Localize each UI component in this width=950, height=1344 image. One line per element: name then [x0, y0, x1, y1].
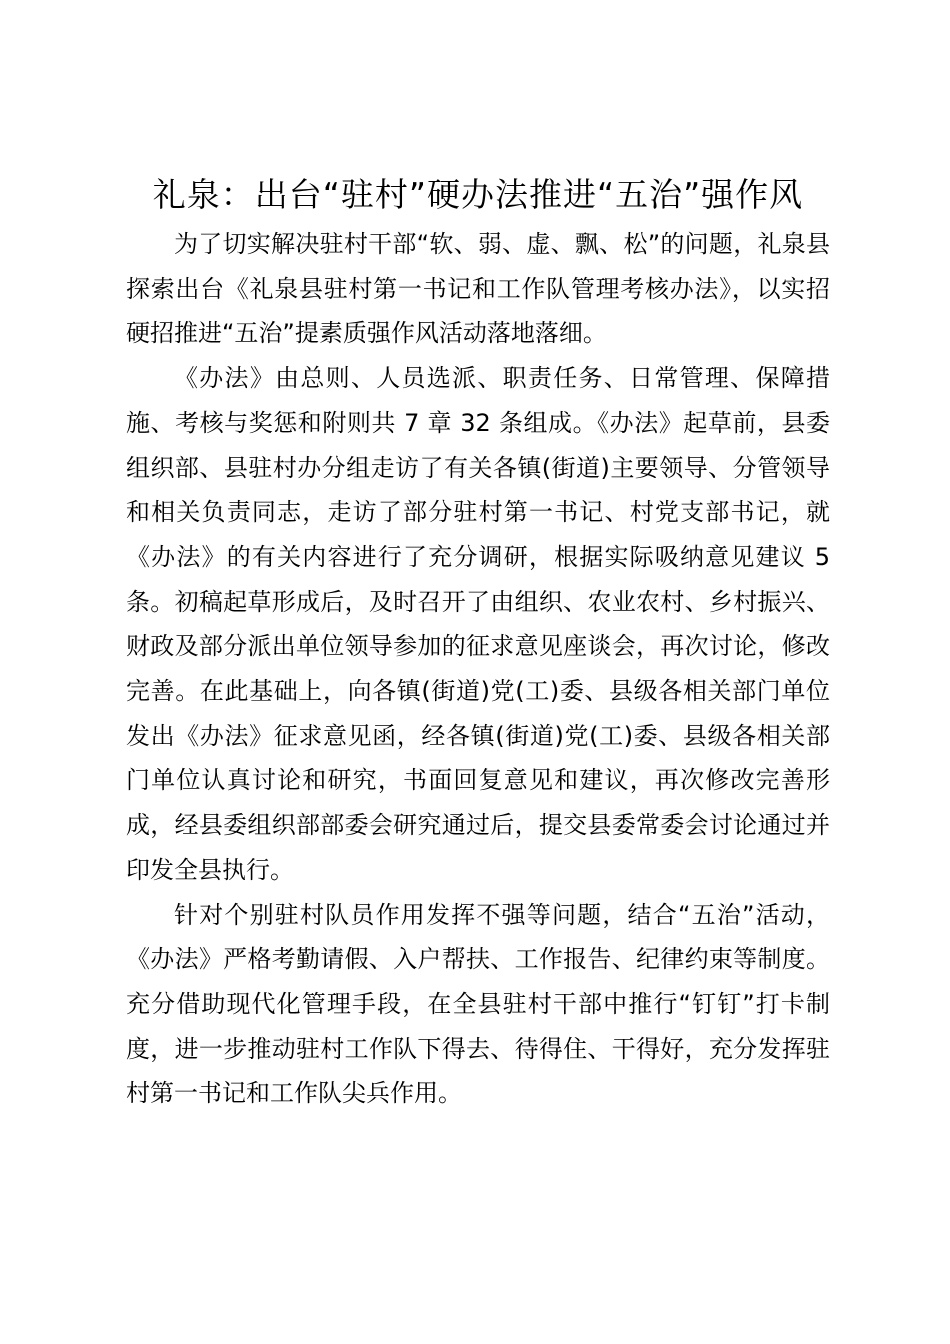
- document-title: 礼泉：出台“驻村”硬办法推进“五治”强作风: [152, 175, 804, 214]
- document-page: [126, 168, 830, 1116]
- paragraph-measures: 《办法》由总则、人员选派、职责任务、日常管理、保障措施、考核与奖惩和附则共 7 章 32 条组成。《办法》起草前，县委组织部、县驻村办分组走访了有关各镇(街道)主要领导、分管领导和相关负责同志，走访了部分驻村第一书记、村党支部书记，就《办法》的有关内容进行了充分调研，根据实际吸纳意见建议 5 条。初稿起草形成后，及时召开了由组织、农业农村、乡村振兴、财政及部分派出单位领导参加的征求意见座谈会，再次讨论，修改完善。在此基础上，向各镇(街道)党(工)委、县级各相关部门单位发出《办法》征求意见函，经各镇(街道)党(工)委、县级各相关部门单位认真讨论和研究，书面回复意见和建议，再次修改完善形成，经县委组织部部委会研究通过后，提交县委常委会讨论通过并印发全县执行。: [126, 364, 830, 884]
- paragraph-management: 针对个别驻村队员作用发挥不强等问题，结合“五治”活动，《办法》严格考勤请假、入户帮扶、工作报告、纪律约束等制度。充分借助现代化管理手段，在全县驻村干部中推行“钉钉”打卡制度，进一步推动驻村工作队下得去、待得住、干得好，充分发挥驻村第一书记和工作队尖兵作用。: [126, 900, 830, 1108]
- paragraph-intro: 为了切实解决驻村干部“软、弱、虚、飘、松”的问题，礼泉县探索出台《礼泉县驻村第一书记和工作队管理考核办法》，以实招硬招推进“五治”提素质强作风活动落地落细。: [126, 230, 830, 348]
